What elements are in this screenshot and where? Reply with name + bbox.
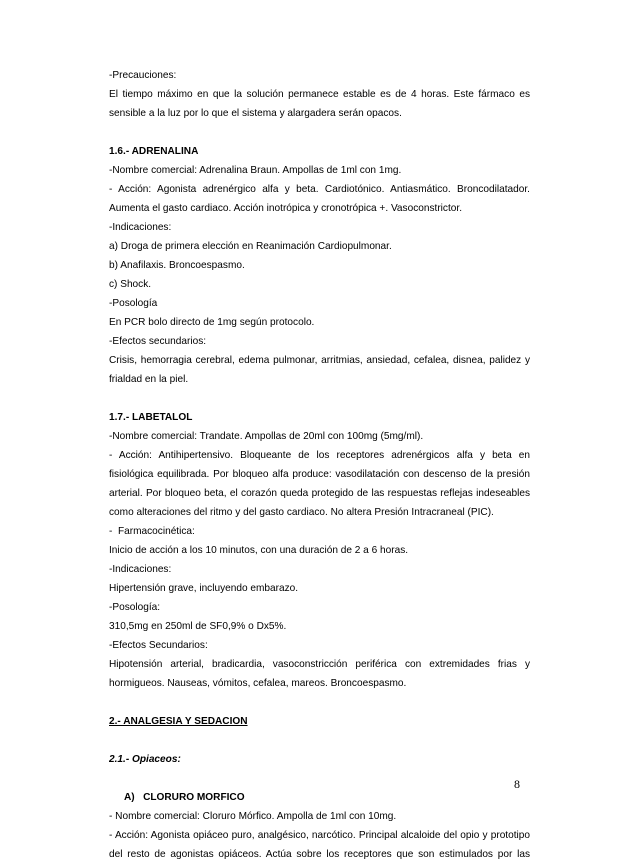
precauciones-text-line: sensible a la luz por lo que el sistema y alargadera serán opacos. (109, 108, 402, 119)
adrenalina-efectos-line: frialdad en la piel. (109, 374, 189, 385)
section-heading-analgesia: 2.- ANALGESIA Y SEDACION (109, 716, 248, 727)
labetalol-posologia: 310,5mg en 250ml de SF0,9% o Dx5%. (109, 621, 287, 632)
labetalol-nombre: -Nombre comercial: Trandate. Ampollas de 20ml con 100mg (5mg/ml). (109, 431, 424, 442)
section-heading-labetalol: 1.7.- LABETALOL (109, 412, 193, 423)
labetalol-posologia-label: -Posología: (109, 602, 161, 613)
labetalol-indicaciones: Hipertensión grave, incluyendo embarazo. (109, 583, 299, 594)
labetalol-accion-line: fisiológica equilibrada. Por bloqueo alfa produce: vasodilatación con descenso de la presión (109, 469, 530, 480)
spacer (109, 693, 530, 712)
labetalol-accion-line: arterial. Por bloqueo beta, el corazón queda protegido de las respuestas reflejas indeseables (109, 488, 530, 499)
spacer (109, 731, 530, 750)
adrenalina-efectos-label: -Efectos secundarios: (109, 336, 207, 347)
adrenalina-nombre: -Nombre comercial: Adrenalina Braun. Ampollas de 1ml con 1mg. (109, 165, 402, 176)
page-content (109, 66, 530, 864)
adrenalina-accion-line: Aumenta el gasto cardiaco. Acción inotrópica y cronotrópica +. Vasoconstrictor. (109, 203, 462, 214)
spacer (109, 123, 530, 142)
labetalol-indicaciones-label: -Indicaciones: (109, 564, 172, 575)
section-heading-adrenalina: 1.6.- ADRENALINA (109, 146, 199, 157)
adrenalina-posologia-label: -Posología (109, 298, 158, 309)
spacer (109, 389, 530, 408)
page-number: 8 (514, 777, 520, 791)
adrenalina-accion-line: - Acción: Agonista adrenérgico alfa y beta. Cardiotónico. Antiasmático. Broncodilatador. (109, 184, 530, 195)
labetalol-efectos-label: -Efectos Secundarios: (109, 640, 208, 651)
labetalol-accion-line: como alteraciones del ritmo y del gasto cardiaco. No altera Presión Intracraneal (PIC). (109, 507, 494, 518)
labetalol-accion-line: - Acción: Antihipertensivo. Bloqueante de los receptores adrenérgicos alfa y beta en (109, 450, 530, 461)
morfico-accion-line: del resto de agonistas opiáceos. Actúa sobre los receptores que son estimulados por las (109, 849, 530, 860)
morfico-accion-line: - Acción: Agonista opiáceo puro, analgésico, narcótico. Principal alcaloide del opio y prototipo (109, 830, 530, 841)
adrenalina-indicacion-item: c) Shock. (109, 279, 152, 290)
adrenalina-indicaciones-label: -Indicaciones: (109, 222, 172, 233)
adrenalina-efectos-line: Crisis, hemorragia cerebral, edema pulmonar, arritmias, ansiedad, cefalea, disnea, palidez y (109, 355, 530, 366)
labetalol-efectos-line: Hipotensión arterial, bradicardia, vasoconstricción periférica con extremidades frias y (109, 659, 530, 670)
subsection-heading-opiaceos: 2.1.- Opiaceos: (109, 754, 181, 765)
morfico-nombre: - Nombre comercial: Cloruro Mórfico. Ampolla de 1ml con 10mg. (109, 811, 397, 822)
labetalol-farmacocinetica-label: - Farmacocinética: (109, 526, 195, 537)
adrenalina-indicacion-item: b) Anafilaxis. Broncoespasmo. (109, 260, 245, 271)
spacer (109, 769, 530, 788)
adrenalina-posologia: En PCR bolo directo de 1mg según protocolo. (109, 317, 315, 328)
precauciones-label: -Precauciones: (109, 70, 177, 81)
adrenalina-indicacion-item: a) Droga de primera elección en Reanimación Cardiopulmonar. (109, 241, 392, 252)
labetalol-efectos-line: hormigueos. Nauseas, vómitos, cefalea, mareos. Broncoespasmo. (109, 678, 407, 689)
drug-heading-cloruro-morfico: A) CLORURO MORFICO (124, 792, 245, 803)
labetalol-farmacocinetica: Inicio de acción a los 10 minutos, con una duración de 2 a 6 horas. (109, 545, 409, 556)
precauciones-text-line: El tiempo máximo en que la solución permanece estable es de 4 horas. Este fármaco es (109, 89, 530, 100)
